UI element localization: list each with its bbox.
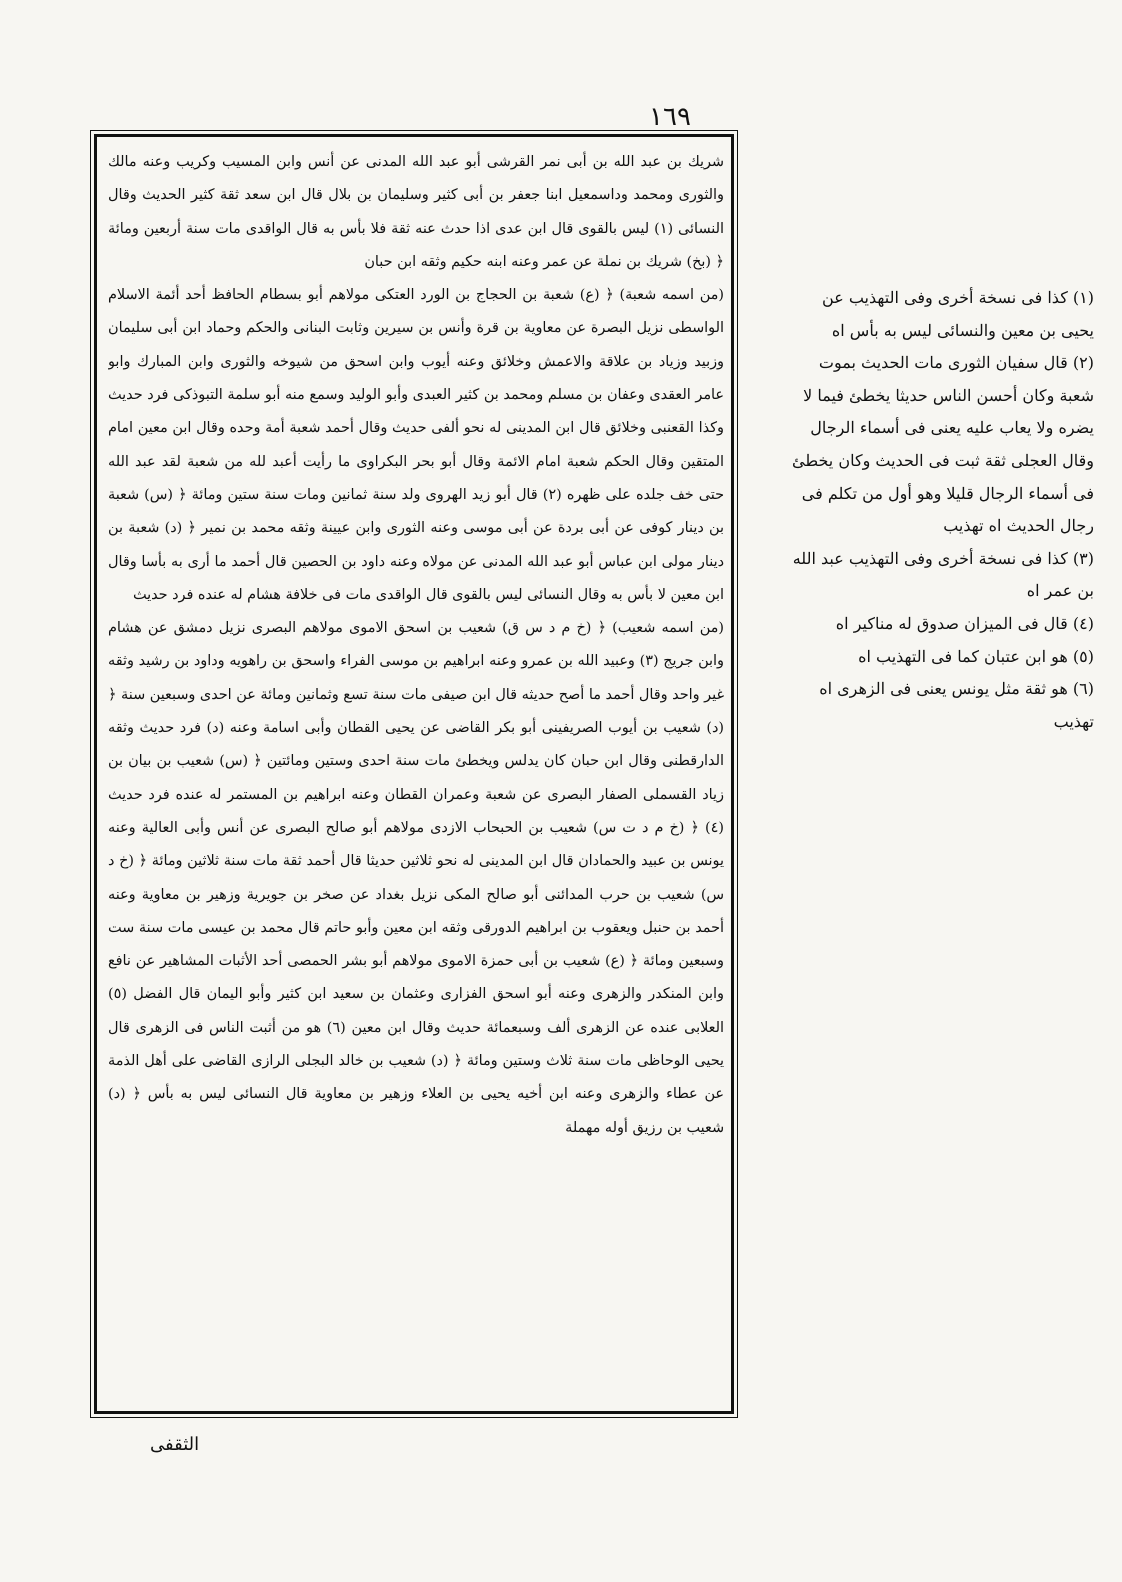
margin-note-5: (٥) هو ابن عتبان كما فى التهذيب اه (858, 646, 1094, 666)
paragraph-shuba: (من اسمه شعبة) ﴿ (ع) شعبة بن الحجاج بن الورد العتكى مولاهم أبو بسطام الحافظ أحد أئمة الاسلام الواسطى نزيل البصرة عن معاوية بن قرة وأنس بن سيرين وثابت البنانى والحكم وحماد ابن أبى سليمان وزبيد وزياد بن علاقة والاعمش وخلائق وعنه أيوب وابن اسحق من شيوخه والثورى وابن المبارك وابو عامر العقدى وعفان بن مسلم ومحمد بن كثير العبدى وأبو الوليد وسمع منه أبو سلمة التبوذكى فرد حديث وكذا القعنبى وخلائق قال ابن المدينى له نحو ألفى حديث وقال أحمد شعبة أمة وحده وقال ابن معين امام المتقين وقال الحكم شعبة امام الائمة وقال أبو بحر البكراوى ما رأيت أعبد لله من شعبة لقد عبد الله حتى خف جلده على ظهره (٢) قال أبو زيد الهروى ولد سنة ثمانين ومات سنة ستين ومائة ﴿ (س) شعبة بن دينار كوفى عن أبى بردة عن أبى موسى وعنه الثورى وابن عيينة وثقه محمد بن نمير ﴿ (د) شعبة بن دينار مولى ابن عباس أبو عبد الله المدنى عن مولاه وعنه داود بن الحصين قال أحمد ما أرى به بأسا وقال ابن معين لا بأس به وقال النسائى ليس بالقوى قال الواقدى مات فى خلافة هشام له عنده فرد حديث (108, 287, 724, 603)
margin-note-2: (٢) قال سفيان الثورى مات الحديث بموت شعبة وكان أحسن الناس حديثا يخطئ فيما لا يضره ولا يعاب عليه يعنى فى أسماء الرجال وقال العجلى ثقة ثبت فى الحديث وكان يخطئ فى أسماء الرجال قليلا وهو أول من تكلم فى رجال الحديث اه تهذيب (792, 353, 1094, 536)
main-text-block (108, 146, 724, 1408)
paragraph-shuayb: (من اسمه شعيب) ﴿ (خ م د س ق) شعيب بن اسحق الاموى مولاهم البصرى نزيل دمشق عن هشام وابن جريج (٣) وعبيد الله بن عمرو وعنه ابراهيم بن موسى الفراء واسحق بن راهويه وداود بن رشيد وثقه غير واحد وقال أحمد ما أصح حديثه قال ابن صيفى مات سنة تسع وثمانين ومائة عن احدى وسبعين سنة ﴿ (د) شعيب بن أيوب الصريفينى أبو بكر القاضى عن يحيى القطان وأبى اسامة وعنه (د) فرد حديث وثقه الدارقطنى وقال ابن حبان كان يدلس ويخطئ مات سنة احدى وستين ومائتين ﴿ (س) شعيب بن بيان بن زياد القسملى الصفار البصرى عن شعبة وعمران القطان وعنه ابراهيم بن المستمر له عنده فرد حديث (٤) ﴿ (خ م د ت س) شعيب بن الحبحاب الازدى مولاهم أبو صالح البصرى عن أنس وأبى العالية وعنه يونس بن عبيد والحمادان قال ابن المدينى له نحو ثلاثين حديثا قال أحمد ثقة مات سنة ثلاثين ومائة ﴿ (خ د س) شعيب بن حرب المدائنى أبو صالح المكى نزيل بغداد عن صخر بن جويرية وزهير بن معاوية وعنه أحمد بن حنبل ويعقوب بن ابراهيم الدورقى وثقه ابن معين وأبو حاتم قال محمد بن عيسى مات سنة ست وسبعين ومائة ﴿ (ع) شعيب بن أبى حمزة الاموى مولاهم أبو بشر الحمصى أحد الأثبات المشاهير عن نافع وابن المنكدر والزهرى وعنه أبو اسحق الفزارى وعثمان بن سعيد ابن كثير وأبو اليمان قال الفضل (٥) العلابى عنده عن الزهرى ألف وسبعمائة حديث وقال ابن معين (٦) هو من أثبت الناس فى الزهرى قال يحيى الوحاظى مات سنة ثلاث وستين ومائة ﴿ (د) شعيب بن خالد البجلى الرازى القاضى على أهل الذمة عن عطاء والزهرى وعنه ابن أخيه يحيى بن العلاء وزهير بن معاوية قال النسائى ليس به بأس ﴿ (د) شعيب بن رزيق أوله مهملة (108, 620, 724, 1136)
catchword: الثقفى (150, 1434, 200, 1455)
paragraph-sharik: شريك بن عبد الله بن أبى نمر القرشى أبو عبد الله المدنى عن أنس وابن المسيب وكريب وعنه مالك والثورى ومحمد وداسمعيل ابنا جعفر بن أبى كثير وسليمان بن بلال قال ابن سعد ثقة كثير الحديث وقال النسائى (١) ليس بالقوى قال ابن عدى اذا حدث عنه ثقة فلا بأس به قال الواقدى مات سنة أربعين ومائة ﴿ (بخ) شريك بن نملة عن عمر وعنه ابنه حكيم وثقه ابن حبان (108, 154, 724, 270)
margin-note-6: (٦) هو ثقة مثل يونس يعنى فى الزهرى اه تهذيب (819, 679, 1094, 731)
margin-note-3: (٣) كذا فى نسخة أخرى وفى التهذيب عبد الله بن عمر اه (792, 548, 1094, 601)
margin-note-4: (٤) قال فى الميزان صدوق له مناكير اه (835, 613, 1094, 633)
margin-note-1: (١) كذا فى نسخة أخرى وفى التهذيب عن يحيى بن معين والنسائى ليس به بأس اه (822, 288, 1094, 340)
margin-notes (790, 282, 1094, 1162)
page-number: ١٦٩ (649, 102, 691, 132)
